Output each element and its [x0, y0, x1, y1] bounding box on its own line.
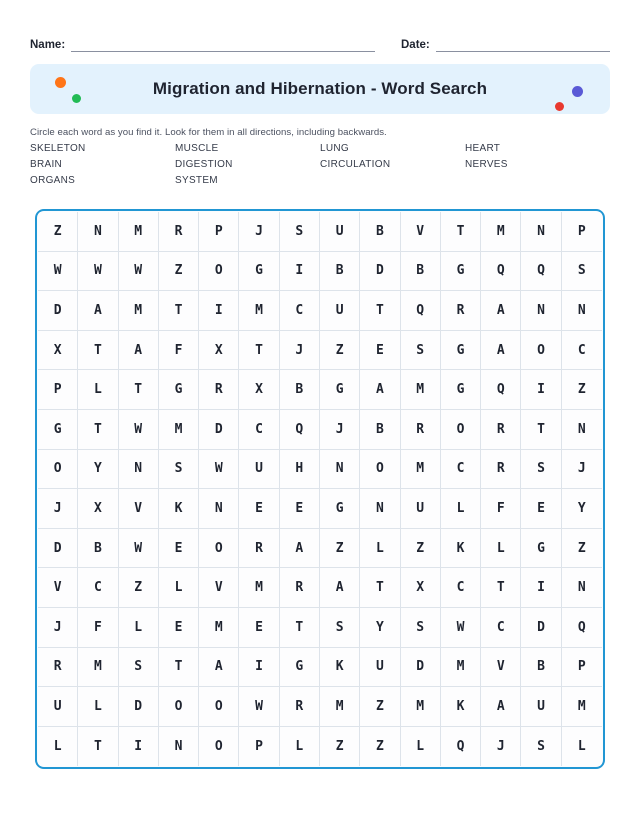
- grid-cell[interactable]: C: [562, 331, 602, 371]
- grid-cell[interactable]: Q: [401, 291, 441, 331]
- grid-cell[interactable]: L: [401, 727, 441, 767]
- grid-cell[interactable]: M: [481, 212, 521, 252]
- grid-cell[interactable]: W: [119, 410, 159, 450]
- grid-cell[interactable]: G: [441, 252, 481, 292]
- grid-cell[interactable]: C: [239, 410, 279, 450]
- grid-cell[interactable]: Q: [441, 727, 481, 767]
- grid-cell[interactable]: L: [78, 687, 118, 727]
- grid-cell[interactable]: T: [360, 291, 400, 331]
- grid-cell[interactable]: V: [481, 648, 521, 688]
- grid-cell[interactable]: N: [119, 450, 159, 490]
- grid-cell[interactable]: O: [521, 331, 561, 371]
- grid-cell[interactable]: U: [401, 489, 441, 529]
- decorative-dot-red-icon: [555, 102, 564, 111]
- grid-cell[interactable]: R: [481, 450, 521, 490]
- grid-cell[interactable]: M: [119, 291, 159, 331]
- grid-cell[interactable]: N: [562, 410, 602, 450]
- grid-cell[interactable]: F: [159, 331, 199, 371]
- grid-cell[interactable]: R: [239, 529, 279, 569]
- grid-cell[interactable]: R: [159, 212, 199, 252]
- grid-cell[interactable]: R: [280, 687, 320, 727]
- grid-cell[interactable]: V: [38, 568, 78, 608]
- grid-cell[interactable]: L: [159, 568, 199, 608]
- grid-cell[interactable]: P: [38, 370, 78, 410]
- grid-cell[interactable]: E: [239, 489, 279, 529]
- grid-cell[interactable]: Z: [320, 529, 360, 569]
- grid-cell[interactable]: Y: [360, 608, 400, 648]
- grid-cell[interactable]: K: [441, 687, 481, 727]
- grid-cell[interactable]: Z: [562, 529, 602, 569]
- grid-cell[interactable]: R: [401, 410, 441, 450]
- word-list-item[interactable]: SKELETON: [30, 143, 86, 154]
- grid-cell[interactable]: O: [199, 727, 239, 767]
- grid-cell[interactable]: O: [159, 687, 199, 727]
- grid-cell[interactable]: Q: [280, 410, 320, 450]
- grid-cell[interactable]: E: [280, 489, 320, 529]
- grid-cell[interactable]: U: [360, 648, 400, 688]
- grid-cell[interactable]: N: [521, 291, 561, 331]
- grid-cell[interactable]: Y: [562, 489, 602, 529]
- grid-cell[interactable]: D: [119, 687, 159, 727]
- word-list-item[interactable]: BRAIN: [30, 159, 63, 170]
- word-list-item[interactable]: LUNG: [320, 143, 349, 154]
- grid-cell[interactable]: I: [199, 291, 239, 331]
- grid-cell[interactable]: L: [119, 608, 159, 648]
- decorative-dot-purple-icon: [572, 86, 583, 97]
- grid-cell[interactable]: T: [78, 410, 118, 450]
- grid-cell[interactable]: G: [441, 370, 481, 410]
- grid-cell[interactable]: X: [239, 370, 279, 410]
- grid-cell[interactable]: A: [280, 529, 320, 569]
- grid-cell[interactable]: L: [441, 489, 481, 529]
- grid-cell[interactable]: N: [360, 489, 400, 529]
- grid-cell[interactable]: S: [401, 608, 441, 648]
- grid-cell[interactable]: G: [280, 648, 320, 688]
- word-list-item[interactable]: SYSTEM: [175, 175, 218, 186]
- grid-cell[interactable]: N: [521, 212, 561, 252]
- word-list: [30, 143, 610, 186]
- grid-cell[interactable]: C: [441, 450, 481, 490]
- grid-cell[interactable]: J: [481, 727, 521, 767]
- grid-cell[interactable]: W: [38, 252, 78, 292]
- word-list-item[interactable]: CIRCULATION: [320, 159, 391, 170]
- grid-cell[interactable]: G: [320, 370, 360, 410]
- grid-cell[interactable]: X: [199, 331, 239, 371]
- grid-cell[interactable]: L: [38, 727, 78, 767]
- grid-cell[interactable]: M: [159, 410, 199, 450]
- grid-cell[interactable]: V: [119, 489, 159, 529]
- grid-cell[interactable]: X: [401, 568, 441, 608]
- grid-cell[interactable]: M: [320, 687, 360, 727]
- grid-cell[interactable]: B: [401, 252, 441, 292]
- grid-cell[interactable]: I: [521, 568, 561, 608]
- grid-cell[interactable]: A: [481, 291, 521, 331]
- grid-cell[interactable]: U: [38, 687, 78, 727]
- grid-cell[interactable]: Z: [320, 727, 360, 767]
- word-list-item[interactable]: NERVES: [465, 159, 508, 170]
- grid-cell[interactable]: E: [521, 489, 561, 529]
- grid-cell[interactable]: F: [481, 489, 521, 529]
- name-field-group: [30, 37, 375, 52]
- grid-cell[interactable]: T: [78, 727, 118, 767]
- grid-cell[interactable]: J: [38, 489, 78, 529]
- name-input-line[interactable]: [71, 37, 375, 52]
- grid-cell[interactable]: A: [481, 331, 521, 371]
- grid-cell[interactable]: T: [159, 291, 199, 331]
- grid-cell[interactable]: Z: [562, 370, 602, 410]
- decorative-dot-green-icon: [72, 94, 81, 103]
- grid-cell[interactable]: D: [38, 529, 78, 569]
- grid-cell[interactable]: K: [159, 489, 199, 529]
- grid-cell[interactable]: E: [360, 331, 400, 371]
- grid-cell[interactable]: J: [38, 608, 78, 648]
- grid-cell[interactable]: J: [562, 450, 602, 490]
- grid-cell[interactable]: M: [441, 648, 481, 688]
- grid-cell[interactable]: P: [199, 212, 239, 252]
- grid-cell[interactable]: Z: [159, 252, 199, 292]
- grid-cell[interactable]: V: [401, 212, 441, 252]
- grid-cell[interactable]: U: [320, 212, 360, 252]
- grid-cell[interactable]: N: [562, 291, 602, 331]
- grid-cell[interactable]: W: [441, 608, 481, 648]
- grid-cell[interactable]: W: [119, 252, 159, 292]
- grid-cell[interactable]: A: [199, 648, 239, 688]
- grid-cell[interactable]: M: [401, 687, 441, 727]
- grid-cell[interactable]: M: [78, 648, 118, 688]
- grid-cell[interactable]: Y: [78, 450, 118, 490]
- grid-cell[interactable]: C: [280, 291, 320, 331]
- word-list-item[interactable]: DIGESTION: [175, 159, 233, 170]
- word-list-item[interactable]: ORGANS: [30, 175, 76, 186]
- grid-cell[interactable]: N: [562, 568, 602, 608]
- grid-cell[interactable]: U: [320, 291, 360, 331]
- grid-cell[interactable]: R: [441, 291, 481, 331]
- grid-cell[interactable]: P: [562, 212, 602, 252]
- grid-cell[interactable]: B: [360, 212, 400, 252]
- grid-cell[interactable]: I: [239, 648, 279, 688]
- grid-cell[interactable]: T: [239, 331, 279, 371]
- grid-cell[interactable]: I: [119, 727, 159, 767]
- grid-cell[interactable]: B: [280, 370, 320, 410]
- name-label: Name:: [30, 39, 66, 51]
- grid-cell[interactable]: X: [38, 331, 78, 371]
- word-list-item[interactable]: HEART: [465, 143, 501, 154]
- grid-cell[interactable]: E: [239, 608, 279, 648]
- grid-cell[interactable]: C: [441, 568, 481, 608]
- word-search-grid[interactable]: [38, 212, 602, 766]
- grid-cell[interactable]: U: [239, 450, 279, 490]
- grid-cell[interactable]: J: [239, 212, 279, 252]
- grid-cell[interactable]: W: [119, 529, 159, 569]
- grid-cell[interactable]: T: [119, 370, 159, 410]
- grid-cell[interactable]: S: [401, 331, 441, 371]
- grid-cell[interactable]: R: [38, 648, 78, 688]
- grid-cell[interactable]: M: [401, 370, 441, 410]
- grid-cell[interactable]: I: [521, 370, 561, 410]
- grid-cell[interactable]: R: [280, 568, 320, 608]
- grid-cell[interactable]: S: [119, 648, 159, 688]
- grid-cell[interactable]: Z: [360, 727, 400, 767]
- decorative-dot-orange-icon: [55, 77, 66, 88]
- grid-cell[interactable]: Z: [119, 568, 159, 608]
- grid-cell[interactable]: A: [78, 291, 118, 331]
- grid-cell[interactable]: Q: [481, 252, 521, 292]
- grid-cell[interactable]: B: [521, 648, 561, 688]
- grid-cell[interactable]: S: [521, 450, 561, 490]
- grid-cell[interactable]: G: [159, 370, 199, 410]
- grid-cell[interactable]: L: [481, 529, 521, 569]
- grid-cell[interactable]: M: [562, 687, 602, 727]
- grid-cell[interactable]: P: [239, 727, 279, 767]
- grid-cell[interactable]: D: [521, 608, 561, 648]
- grid-cell[interactable]: T: [481, 568, 521, 608]
- grid-cell[interactable]: W: [78, 252, 118, 292]
- grid-cell[interactable]: O: [38, 450, 78, 490]
- date-label: Date:: [401, 39, 430, 51]
- grid-cell[interactable]: B: [78, 529, 118, 569]
- grid-cell[interactable]: O: [360, 450, 400, 490]
- grid-cell[interactable]: A: [119, 331, 159, 371]
- grid-cell[interactable]: K: [441, 529, 481, 569]
- grid-cell[interactable]: J: [320, 410, 360, 450]
- grid-cell[interactable]: M: [239, 568, 279, 608]
- grid-cell[interactable]: W: [199, 450, 239, 490]
- grid-cell[interactable]: Q: [562, 608, 602, 648]
- grid-cell[interactable]: C: [481, 608, 521, 648]
- grid-cell[interactable]: B: [320, 252, 360, 292]
- grid-cell[interactable]: Z: [360, 687, 400, 727]
- grid-cell[interactable]: M: [119, 212, 159, 252]
- date-field-group: [401, 37, 610, 52]
- grid-cell[interactable]: G: [441, 331, 481, 371]
- name-date-row: [30, 30, 610, 52]
- grid-cell[interactable]: R: [481, 410, 521, 450]
- grid-cell[interactable]: D: [199, 410, 239, 450]
- grid-cell[interactable]: E: [159, 529, 199, 569]
- grid-cell[interactable]: M: [239, 291, 279, 331]
- grid-cell[interactable]: S: [280, 212, 320, 252]
- grid-cell[interactable]: T: [521, 410, 561, 450]
- title-banner: [30, 64, 610, 114]
- grid-cell[interactable]: Z: [320, 331, 360, 371]
- grid-cell[interactable]: R: [199, 370, 239, 410]
- grid-cell[interactable]: N: [78, 212, 118, 252]
- grid-cell[interactable]: A: [481, 687, 521, 727]
- grid-cell[interactable]: I: [280, 252, 320, 292]
- grid-cell[interactable]: J: [280, 331, 320, 371]
- grid-cell[interactable]: C: [78, 568, 118, 608]
- grid-cell[interactable]: N: [199, 489, 239, 529]
- grid-cell[interactable]: K: [320, 648, 360, 688]
- instructions-text: Circle each word as you find it. Look for them in all directions, including backwards.: [30, 127, 387, 138]
- grid-cell[interactable]: T: [78, 331, 118, 371]
- grid-cell[interactable]: L: [280, 727, 320, 767]
- grid-cell[interactable]: L: [360, 529, 400, 569]
- grid-cell[interactable]: X: [78, 489, 118, 529]
- grid-cell[interactable]: S: [521, 727, 561, 767]
- grid-cell[interactable]: N: [320, 450, 360, 490]
- grid-cell[interactable]: Q: [481, 370, 521, 410]
- grid-cell[interactable]: Z: [401, 529, 441, 569]
- grid-cell[interactable]: L: [78, 370, 118, 410]
- grid-cell[interactable]: D: [38, 291, 78, 331]
- grid-cell[interactable]: P: [562, 648, 602, 688]
- page-title: Migration and Hibernation - Word Search: [152, 79, 488, 98]
- grid-cell[interactable]: G: [320, 489, 360, 529]
- grid-cell[interactable]: A: [320, 568, 360, 608]
- grid-cell[interactable]: O: [199, 252, 239, 292]
- grid-cell[interactable]: Q: [521, 252, 561, 292]
- grid-cell[interactable]: M: [199, 608, 239, 648]
- grid-cell[interactable]: T: [159, 648, 199, 688]
- grid-cell[interactable]: D: [360, 252, 400, 292]
- grid-cell[interactable]: L: [562, 727, 602, 767]
- grid-cell[interactable]: O: [199, 687, 239, 727]
- grid-cell[interactable]: T: [360, 568, 400, 608]
- grid-cell[interactable]: G: [38, 410, 78, 450]
- grid-cell[interactable]: S: [159, 450, 199, 490]
- grid-cell[interactable]: G: [521, 529, 561, 569]
- grid-cell[interactable]: T: [441, 212, 481, 252]
- grid-cell[interactable]: U: [521, 687, 561, 727]
- grid-cell[interactable]: N: [159, 727, 199, 767]
- grid-cell[interactable]: D: [401, 648, 441, 688]
- grid-cell[interactable]: O: [199, 529, 239, 569]
- grid-cell[interactable]: W: [239, 687, 279, 727]
- grid-cell[interactable]: E: [159, 608, 199, 648]
- grid-cell[interactable]: F: [78, 608, 118, 648]
- grid-cell[interactable]: H: [280, 450, 320, 490]
- grid-cell[interactable]: V: [199, 568, 239, 608]
- grid-cell[interactable]: G: [239, 252, 279, 292]
- grid-cell[interactable]: S: [562, 252, 602, 292]
- grid-cell[interactable]: B: [360, 410, 400, 450]
- grid-cell[interactable]: O: [441, 410, 481, 450]
- word-list-item[interactable]: MUSCLE: [175, 143, 219, 154]
- grid-cell[interactable]: A: [360, 370, 400, 410]
- grid-cell[interactable]: M: [401, 450, 441, 490]
- word-search-grid-container: [35, 209, 605, 769]
- grid-cell[interactable]: Z: [38, 212, 78, 252]
- grid-cell[interactable]: T: [280, 608, 320, 648]
- date-input-line[interactable]: [436, 37, 610, 52]
- grid-cell[interactable]: S: [320, 608, 360, 648]
